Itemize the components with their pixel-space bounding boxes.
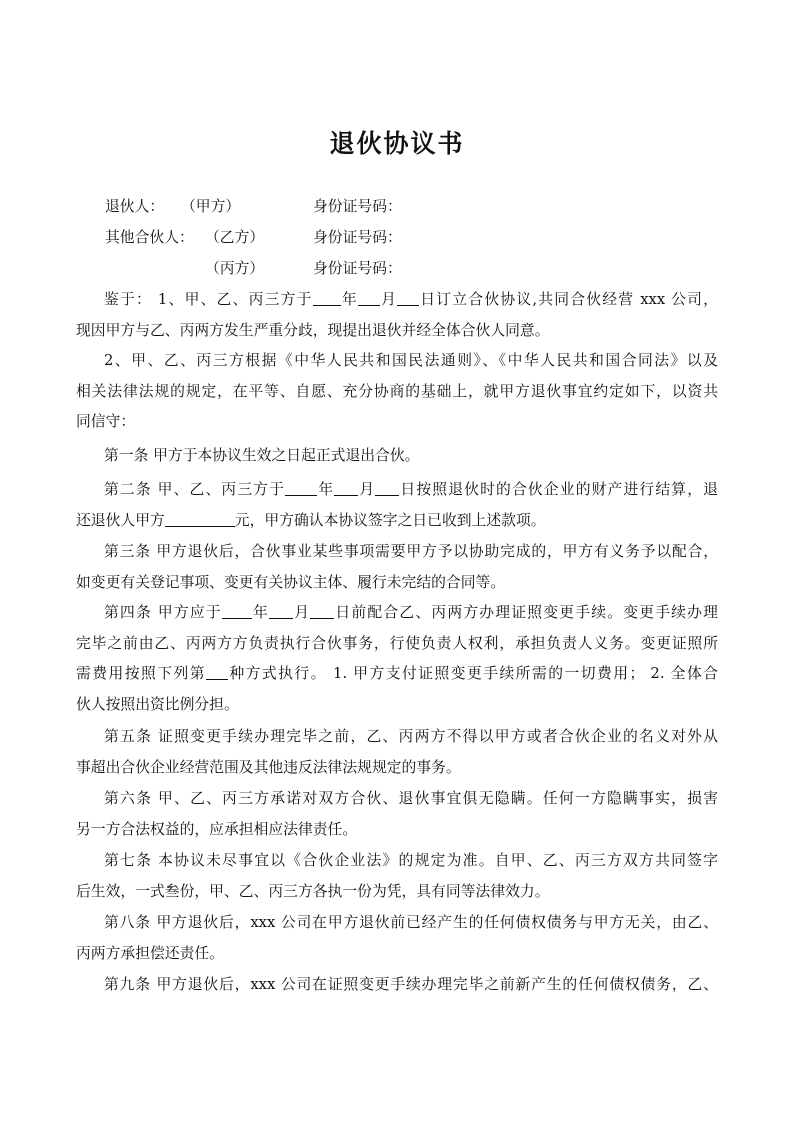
whereas-clause [76, 285, 718, 346]
blank-field [397, 291, 419, 306]
text-line: 丙两方承担偿还责任。 [76, 944, 224, 962]
article-2 [76, 475, 718, 536]
text-line: 相关法律法规的规定，在平等、自愿、充分协商的基础上，就甲方退伙事宜约定如下，以资共 [76, 382, 718, 400]
party-a-id-label: 身份证号码： [313, 198, 402, 215]
article-5 [76, 722, 718, 783]
text-line: 第五条 证照变更手续办理完毕之前，乙、丙两方不得以甲方或者合伙企业的名义对外从 [104, 728, 718, 745]
text-line [76, 475, 718, 506]
text-segment: 月 [358, 481, 376, 498]
text-segment: 还退伙人甲方 [76, 511, 165, 529]
text-segment: 日订立合伙协议,共同合伙经营 xxx 公司， [419, 291, 718, 308]
blank-field [375, 481, 399, 496]
party-c-id-label: 身份证号码： [313, 260, 402, 277]
party-b-id-label: 身份证号码： [313, 229, 402, 246]
text-line: 第三条 甲方退伙后，合伙事业某些事项需要甲方予以协助完成的，甲方有义务予以配合， [104, 543, 718, 560]
text-segment: 第二条 甲、乙、丙三方于 [104, 481, 286, 498]
text-line: 第八条 甲方退伙后，xxx 公司在甲方退伙前已经产生的任何债权债务与甲方无关，由乙、 [104, 914, 718, 931]
text-line [76, 659, 718, 690]
text-line: 同信守： [76, 413, 136, 430]
text-segment: 月 [379, 291, 398, 308]
text-segment: 元，甲方确认本协议签字之日已收到上述款项。 [234, 511, 546, 529]
text-segment: 月 [293, 604, 311, 621]
article-8 [76, 908, 718, 969]
text-segment: 年 [317, 481, 335, 498]
text-line: 2、甲、乙、丙三方根据《中华人民共和国民法通则》、《中华人民共和国合同法》以及 [104, 352, 718, 369]
text-segment: 需费用按照下列第 [76, 665, 206, 682]
text-line: 第七条 本协议未尽事宜以《合伙企业法》的规定为准。自甲、乙、丙三方双方共同签字 [104, 852, 718, 869]
text-segment: 第四条 甲方应于 [104, 604, 222, 621]
blank-field [313, 291, 341, 306]
article-7 [76, 846, 718, 907]
text-segment: 年 [251, 604, 270, 621]
withdrawer-label: 退伙人： [105, 198, 165, 215]
document-title: 退伙协议书 [329, 129, 465, 158]
text-segment: 日按照退伙时的合伙企业的财产进行结算，退 [399, 481, 718, 498]
blank-field [206, 665, 228, 680]
blank-field [310, 604, 334, 619]
text-line [76, 285, 718, 316]
blank-field [334, 481, 358, 496]
text-segment: 年 [340, 291, 358, 308]
text-line: 另一方合法权益的，应承担相应法律责任。 [76, 820, 358, 838]
blank-field [165, 512, 235, 527]
text-segment: 鉴于： 1、甲、乙、丙三方于 [104, 291, 313, 308]
blank-field [269, 604, 293, 619]
article-4 [76, 598, 718, 720]
article-3 [76, 537, 718, 598]
text-line [76, 598, 718, 629]
text-line: 第九条 甲方退伙后，xxx 公司在证照变更手续办理完毕之前新产生的任何债权债务，乙、 [104, 976, 718, 993]
blank-field [285, 481, 317, 496]
text-line: 后生效，一式叁份，甲、乙、丙三方各执一份为凭，具有同等法律效力。 [76, 882, 550, 900]
article-9 [76, 970, 718, 1001]
other-partners-label: 其他合伙人： [105, 229, 194, 246]
text-line: 现因甲方与乙、丙两方发生严重分歧，现提出退伙并经全体合伙人同意。 [76, 321, 550, 339]
party-a-label: （甲方） [181, 198, 241, 215]
blank-field [358, 291, 380, 306]
clause-2 [76, 346, 718, 438]
party-c-label: （丙方） [205, 260, 265, 277]
text-line: 事超出合伙企业经营范围及其他违反法律法规规定的事务。 [76, 758, 461, 776]
text-segment: 日前配合乙、丙两方办理证照变更手续。变更手续办理 [334, 604, 718, 621]
text-line: 伙人按照出资比例分担。 [76, 695, 239, 713]
text-line: 第六条 甲、乙、丙三方承诺对双方合伙、退伙事宜俱无隐瞒。任何一方隐瞒事实，损害 [104, 790, 718, 807]
blank-field [222, 604, 252, 619]
party-b-label: （乙方） [205, 229, 265, 246]
text-line: 第一条 甲方于本协议生效之日起正式退出合伙。 [104, 447, 420, 464]
text-line: 如变更有关登记事项、变更有关协议主体、履行未完结的合同等。 [76, 573, 506, 591]
text-line [76, 506, 718, 537]
article-1 [76, 441, 718, 472]
article-6 [76, 784, 718, 845]
text-segment: 种方式执行。 1. 甲方支付证照变更手续所需的一切费用； 2. 全体合 [227, 665, 718, 682]
text-line: 完毕之前由乙、丙两方方负责执行合伙事务，行使负责人权利，承担负责人义务。变更证照所 [76, 634, 718, 652]
